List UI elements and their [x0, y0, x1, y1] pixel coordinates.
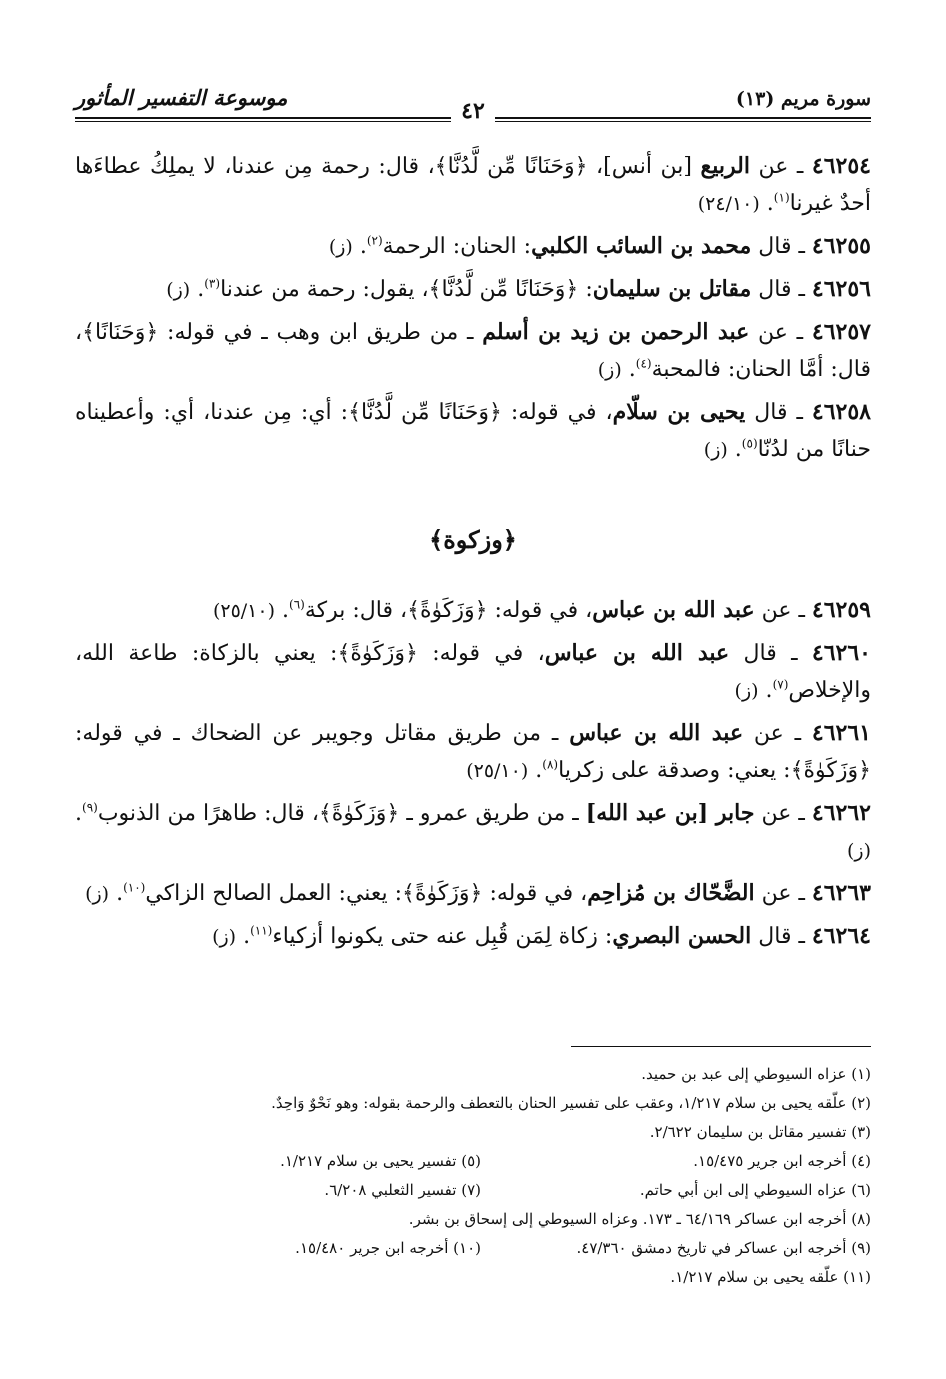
source-reference: (٢٤/١٠) — [697, 193, 760, 215]
entry-tail: . — [109, 881, 124, 906]
narration-entry — [75, 148, 871, 223]
narrator-name: عبد الله بن عباس — [569, 720, 744, 746]
entry-tail: . — [352, 234, 367, 259]
narration-entry — [75, 875, 871, 913]
footnote-item: (٥) تفسير يحيى بن سلام ١/٢١٧. — [280, 1152, 481, 1170]
entry-tail: . — [236, 924, 251, 949]
entry-number: ٤٦٢٥٨ — [811, 399, 871, 425]
entry-text: : ﴿وَحَنَانًا مِّن لَّدُنَّا﴾، يقول: رحمة من عندنا — [220, 277, 593, 302]
entries-group-hanan — [75, 148, 871, 469]
entry-text: ، في قوله: ﴿وَزَكَوٰةً﴾: يعني بالزكاة: طاعة الله، والإخلاص — [75, 641, 871, 703]
entry-prefix: ـ قال — [751, 277, 812, 302]
entry-text: : الحنان: الرحمة — [382, 234, 532, 259]
entry-prefix: ـ قال — [729, 641, 812, 666]
narrator-name: عبد الرحمن بن زيد بن أسلم — [482, 319, 750, 345]
narration-entry — [75, 314, 871, 389]
footnote-item: (١١) علّقه يحيى بن سلام ١/٢١٧. — [670, 1268, 871, 1286]
footnote-item: (٩) أخرجه ابن عساكر في تاريخ دمشق ٤٧/٣٦٠. — [576, 1239, 871, 1257]
footnote-marker: (٧) — [772, 677, 789, 692]
entry-number: ٤٦٢٦٠ — [811, 640, 871, 666]
entry-prefix: ـ عن — [754, 801, 812, 826]
footnote-row — [75, 1234, 871, 1263]
source-reference: (٢٥/١٠) — [212, 600, 276, 622]
footnote-row — [75, 1176, 871, 1205]
page-number: ٤٢ — [0, 98, 946, 124]
narrator-name: الضَّحّاك بن مُزاحِم — [587, 880, 755, 906]
entry-number: ٤٦٢٥٩ — [811, 597, 871, 623]
narrator-name: يحيى بن سلّام — [612, 399, 746, 425]
entry-text: ـ من طريق مقاتل وجويبر عن الضحاك ـ في قوله: ﴿وَزَكَوٰةً﴾: يعني: وصدقة على زكريا — [75, 721, 871, 783]
footnote-row — [75, 1060, 871, 1089]
footnote-row — [75, 1118, 871, 1147]
source-reference: (ز) — [85, 883, 110, 905]
entry-number: ٤٦٢٦٤ — [811, 923, 871, 949]
footnote-separator — [571, 1046, 871, 1047]
narration-entry — [75, 795, 871, 870]
footnote-marker: (١٠) — [123, 880, 146, 895]
footnote-item: (٧) تفسير الثعلبي ٦/٢٠٨. — [324, 1181, 481, 1199]
entry-number: ٤٦٢٦٢ — [811, 800, 871, 826]
entry-tail: . — [758, 678, 773, 703]
entry-prefix: ـ قال — [751, 924, 812, 949]
narrator-name: عبد الله بن عباس — [544, 640, 730, 666]
entry-prefix: ـ عن — [749, 154, 812, 179]
entry-tail: . — [190, 277, 205, 302]
narration-entry — [75, 635, 871, 710]
footnote-item: (٢) علّقه يحيى بن سلام ١/٢١٧، وعقب على تفسير الحنان بالتعطف والرحمة بقوله: وهو نَحْوٌ وَاحِدٌ. — [271, 1094, 871, 1112]
entry-tail: . — [528, 758, 543, 783]
entry-number: ٤٦٢٥٦ — [811, 276, 871, 302]
entry-number: ٤٦٢٥٧ — [811, 319, 871, 345]
footnote-marker: (٥) — [741, 436, 758, 451]
entry-tail: . — [759, 191, 774, 216]
source-reference: (ز) — [703, 439, 728, 461]
footnote-item: (١٠) أخرجه ابن جرير ١٥/٤٨٠. — [295, 1239, 481, 1257]
entry-prefix: ـ قال — [751, 234, 812, 259]
footnote-marker: (٨) — [542, 757, 559, 772]
entry-prefix: ـ عن — [749, 320, 812, 345]
footnote-marker: (٩) — [82, 800, 98, 815]
footnote-row — [75, 1147, 871, 1176]
narration-entry — [75, 271, 871, 309]
footnote-marker: (٣) — [204, 276, 221, 291]
source-reference: (ز) — [846, 840, 871, 862]
entry-tail: . — [75, 801, 82, 826]
source-reference: (ز) — [166, 279, 191, 301]
narrator-name: الحسن البصري — [612, 923, 752, 949]
entry-number: ٤٦٢٦١ — [811, 720, 871, 746]
entry-tail: . — [275, 598, 290, 623]
source-reference: (ز) — [212, 926, 237, 948]
footnote-marker: (١١) — [250, 923, 273, 938]
footnotes — [75, 1060, 871, 1292]
entry-prefix: ـ عن — [754, 881, 812, 906]
footnote-marker: (٤) — [635, 356, 652, 371]
main-text — [75, 148, 871, 961]
source-reference: (ز) — [734, 680, 759, 702]
footnote-item: (١) عزاه السيوطي إلى عبد بن حميد. — [641, 1065, 871, 1083]
footnote-row — [75, 1205, 871, 1234]
entry-prefix: ـ قال — [745, 400, 812, 425]
footnote-item: (٤) أخرجه ابن جرير ١٥/٤٧٥. — [693, 1152, 871, 1170]
footnote-item: (٨) أخرجه ابن عساكر ٦٤/١٦٩ ـ ١٧٣. وعزاه السيوطي إلى إسحاق بن بشر. — [408, 1210, 871, 1228]
narration-entry — [75, 592, 871, 630]
narration-entry — [75, 394, 871, 469]
footnote-row — [75, 1089, 871, 1118]
footnote-marker: (١) — [773, 190, 790, 205]
narration-entry — [75, 918, 871, 956]
entry-text: ، في قوله: ﴿وَزَكَوٰةً﴾: يعني: العمل الصالح الزاكي — [145, 881, 588, 906]
narration-entry — [75, 715, 871, 790]
entry-number: ٤٦٢٥٤ — [811, 153, 871, 179]
narration-entry — [75, 228, 871, 266]
narrator-name: جابر [بن عبد الله] — [585, 800, 755, 826]
footnote-item: (٦) عزاه السيوطي إلى ابن أبي حاتم. — [639, 1181, 871, 1199]
entry-number: ٤٦٢٦٣ — [811, 880, 871, 906]
footnote-item: (٣) تفسير مقاتل بن سليمان ٢/٦٢٢. — [649, 1123, 871, 1141]
entry-text: ، في قوله: ﴿وَحَنَانًا مِّن لَّدُنَّا﴾: أي: مِن عندنا، أي: وأعطيناه حنانًا من لدُنّا — [75, 400, 871, 462]
section-heading: ﴿وزكوة﴾ — [429, 525, 517, 554]
narrator-name: عبد الله بن عباس — [592, 597, 755, 623]
source-reference: (ز) — [328, 236, 353, 258]
entry-tail: . — [621, 357, 636, 382]
footnote-marker: (٦) — [289, 597, 305, 612]
entries-group-zakat — [75, 592, 871, 956]
entry-text: ، في قوله: ﴿وَزَكَوٰةً﴾، قال: بركة — [304, 598, 593, 623]
entry-number: ٤٦٢٥٥ — [811, 233, 871, 259]
source-reference: (٢٥/١٠) — [466, 760, 529, 782]
footnote-marker: (٢) — [366, 233, 383, 248]
entry-prefix: ـ عن — [754, 598, 812, 623]
footnote-row — [75, 1263, 871, 1292]
entry-text: ـ من طريق عمرو ـ ﴿وَزَكَوٰةً﴾، قال: طاهرًا من الذنوب — [97, 801, 586, 826]
book-title: موسوعة التفسير المأثور — [75, 85, 288, 110]
entry-text: ـ من طريق ابن وهب ـ في قوله: ﴿وَحَنَانًا﴾، قال: أمَّا الحنان: فالمحبة — [75, 320, 871, 382]
surah-title: سورة مريم (١٣) — [735, 88, 871, 110]
entry-prefix: ـ عن — [743, 721, 812, 746]
entry-tail: . — [727, 437, 742, 462]
narrator-name: مقاتل بن سليمان — [592, 276, 752, 302]
source-reference: (ز) — [597, 359, 622, 381]
narrator-name: محمد بن السائب الكلبي — [531, 233, 752, 259]
entry-text: : زكاة لِمَن قُبِل عنه حتى يكونوا أزكياء — [272, 924, 613, 949]
narrator-name: الربيع — [700, 153, 750, 179]
entry-text: [بن أنس]، ﴿وَحَنَانًا مِّن لَّدُنَّا﴾، قال: رحمة مِن عندنا، لا يملِكُ عطاءَها أحدٌ غيرنا — [75, 154, 871, 216]
